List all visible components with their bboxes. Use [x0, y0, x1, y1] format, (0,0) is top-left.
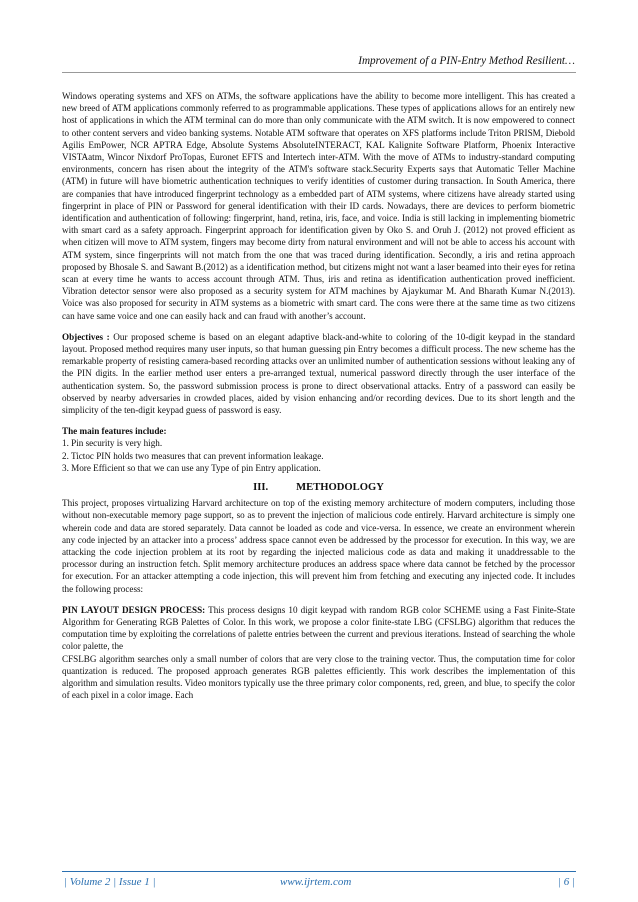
section-heading: [62, 480, 575, 496]
feature-item-3: 3. More Efficient so that we can use any Type of pin Entry application.: [62, 462, 321, 473]
footer-website-link[interactable]: www.ijrtem.com: [280, 876, 352, 888]
feature-item-1: 1. Pin security is very high.: [62, 438, 163, 449]
features-heading: The main features include:: [62, 426, 167, 437]
objectives-text: Our proposed scheme is based on an elegant adaptive black-and-white to coloring of the 10-digit keypad in the standard layout. Proposed method requires many user inputs, so that human guessing pin Entry becomes a difficult process. The new scheme has the remarkable property of resisting camera-based recording attacks over an unlimited number of authentication sessions without leaking any of the PIN digits. In the earlier method user enters a pre-arranged textual, numerical password directly through the user interface of the authentication system. So, the password submission process is prone to direct observational attacks. Entry of a password can easily be observed by nearby adversaries in crowded places, aided by vision enhancing and/or recording devices. Due to its short length and the simplicity of the ten-digit keypad guess of password is easy.: [62, 331, 575, 416]
pin-layout-paragraph-continued: CFSLBG algorithm searches only a small number of colors that are very close to the training vector. Thus, the computation time for color quantization is reduced. The proposed approach generates RGB palettes efficiently. This work describes the implementation of this algorithm and simulation results. Video monitors typically use the three primary color components, red, green, and blue, to specify the color of each pixel in a color image. Each: [62, 653, 575, 701]
methodology-paragraph: This project, proposes virtualizing Harvard architecture on top of the existing memory architecture of modern computers, including those without non-executable memory page support, so as to prevent the injection of malicious code entirely. Harvard architecture is simply one wherein code and data are stored separately. Data cannot be loaded as code and vice-versa. In essence, we create an environment wherein any code injected by an attacker into a process’ address space cannot even be addressed by the processor for execution. In this way, we are attacking the code injection problem at its root by regarding the injected malicious code as data and making it unaddressable to the processor during an instruction fetch. Split memory architecture produces an address space where data cannot be fetched by the processor for execution. For an attacker attempting a code injection, this will prevent him from fetching and executing any injected code. It includes the following process:: [62, 498, 575, 594]
header-rule: [62, 72, 576, 73]
footer-page-number: | 6 |: [557, 876, 575, 888]
page-body: [62, 90, 575, 701]
running-title: Improvement of a PIN-Entry Method Resilient…: [358, 55, 575, 67]
objectives-paragraph: [62, 331, 575, 416]
pin-layout-label: PIN LAYOUT DESIGN PROCESS:: [62, 604, 206, 615]
section-title: METHODOLOGY: [296, 482, 384, 494]
intro-paragraph: Windows operating systems and XFS on ATMs, the software applications have the ability to become more intelligent. This has created a new breed of ATM applications commonly referred to as programmable applications. These types of applications allows for an entirely new host of applications in which the ATM terminal can do more than only communicate with the ATM switch. It is now empowered to connect to other content servers and video banking systems. Notable ATM software that operates on XFS platforms include Triton PRISM, Diebold Agilis EmPower, NCR APTRA Edge, Absolute Systems AbsoluteINTERACT, KAL Kalignite Software Platform, Phoenix Interactive VISTAatm, Wincor Nixdorf ProTopas, Euronet EFTS and Intertech inter-ATM. With the move of ATMs to industry-standard computing environments, concern has risen about the integrity of the ATM's software stack.Security Experts says that Automatic Teller Machine (ATM) in future will have biometric authentication techniques to verify identities of customer during transaction. In South America, there are companies that have introduced fingerprint technology as a embedded part of ATM systems, where citizens have already started using fingerprint in place of PIN or Password for general identification with their ID cards. Nowadays, there are devices to perform biometric identification and authentication of following: fingerprint, hand, retina, iris, face, and voice. India is still lacking in implementing biometric with smart card as a safety approach. Fingerprint approach for identification given by Oko S. and Oruh J. (2012) not proved efficient as when citizen will move to ATM system, fingers may become dirty from natural environment and will not be able to access his account with ATM system, since fingerprints will not match from the one that was traced during identification. Secondly, a iris and retina approach proposed by Bhosale S. and Sawant B.(2012) as a identification method, but citizens might not want a laser beamed into their eyes for retina scan at every time he wants to access account through ATM. Thus, iris and retina as identification authentication proved inefficient. Vibration detector sensor were also proposed as a security system for ATM machines by Ajaykumar M. And Bharath Kumar N.(2013). Voice was also proposed for security in ATM systems as a biometric with smart card. The cons were there at the same time as two citizens can have same voice and one can easily hack and can fraud with another’s account.: [62, 91, 575, 321]
feature-item-2: 2. Tictoc PIN holds two measures that can prevent information leakage.: [62, 450, 324, 461]
footer-rule: [62, 871, 576, 872]
pin-layout-text: This process designs 10 digit keypad with random RGB color SCHEME using a Fast Finite-State Algorithm for Generating RGB Palettes of Color. In this work, we propose a color finite-state LBG (CFSLBG) algorithm that reduces the computation time by exploiting the correlations of palette entries between the current and previous iterations. Instead of searching the whole color palette, the: [62, 604, 575, 652]
footer-volume-issue: | Volume 2 | Issue 1 |: [64, 876, 156, 888]
section-number: III.: [253, 482, 269, 494]
objectives-label: Objectives :: [62, 331, 110, 342]
pin-layout-paragraph: [62, 604, 575, 653]
